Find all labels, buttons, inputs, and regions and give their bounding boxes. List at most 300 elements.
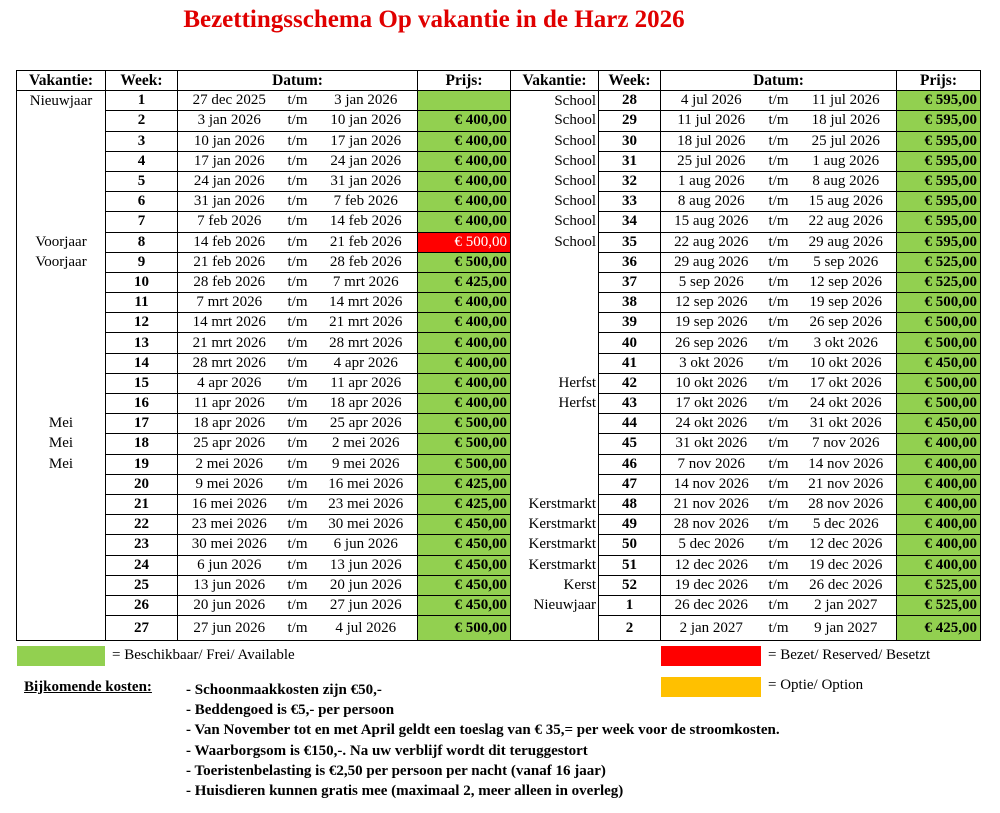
week-cell: 48 [599, 494, 661, 514]
date-cell [661, 555, 897, 575]
date-to: 17 jan 2026 [330, 132, 402, 149]
date-from: 28 nov 2026 [673, 516, 749, 533]
date-cell [178, 151, 418, 171]
date-cell [661, 515, 897, 535]
price-cell: € 525,00 [897, 595, 981, 615]
date-from: 14 nov 2026 [673, 475, 749, 492]
date-from: 27 jun 2026 [193, 619, 266, 636]
vakantie-cell-right [511, 313, 599, 333]
vakantie-cell [17, 535, 106, 555]
date-from: 14 feb 2026 [193, 233, 266, 250]
week-cell: 35 [599, 232, 661, 252]
table-row [17, 212, 981, 232]
date-from: 12 dec 2026 [674, 556, 748, 573]
table-row [17, 252, 981, 272]
price-cell: € 400,00 [418, 151, 511, 171]
date-from: 22 aug 2026 [674, 233, 749, 250]
week-cell: 1 [599, 595, 661, 615]
vakantie-cell: Voorjaar [17, 252, 106, 272]
price-cell: € 595,00 [897, 91, 981, 111]
date-to: 5 dec 2026 [812, 516, 879, 533]
date-to: 2 jan 2027 [814, 596, 878, 613]
vakantie-cell [17, 595, 106, 615]
vakantie-cell [17, 192, 106, 212]
table-row [17, 272, 981, 292]
week-cell: 16 [106, 394, 178, 414]
date-cell [178, 333, 418, 353]
date-cell [178, 293, 418, 313]
date-separator: t/m [287, 152, 308, 169]
date-separator: t/m [287, 273, 308, 290]
date-cell [661, 212, 897, 232]
price-cell: € 500,00 [418, 434, 511, 454]
date-from: 14 mrt 2026 [192, 314, 266, 331]
date-separator: t/m [768, 334, 789, 351]
date-separator: t/m [287, 496, 308, 513]
price-cell: € 450,00 [418, 575, 511, 595]
date-separator: t/m [768, 435, 789, 452]
date-from: 29 aug 2026 [674, 253, 749, 270]
date-cell [178, 212, 418, 232]
date-cell [178, 111, 418, 131]
date-cell [178, 171, 418, 191]
legend-available-label: = Beschikbaar/ Frei/ Available [112, 647, 295, 663]
date-separator: t/m [287, 193, 308, 210]
vakantie-cell: Mei [17, 434, 106, 454]
date-to: 3 okt 2026 [813, 334, 878, 351]
price-cell: € 425,00 [897, 616, 981, 641]
price-cell: € 400,00 [418, 192, 511, 212]
week-cell: 47 [599, 474, 661, 494]
week-cell: 30 [599, 131, 661, 151]
date-cell [661, 373, 897, 393]
date-separator: t/m [768, 193, 789, 210]
week-cell: 42 [599, 373, 661, 393]
date-to: 28 feb 2026 [329, 253, 402, 270]
date-from: 18 apr 2026 [193, 415, 266, 432]
date-to: 21 mrt 2026 [329, 314, 403, 331]
date-separator: t/m [287, 556, 308, 573]
date-separator: t/m [287, 455, 308, 472]
date-from: 7 mrt 2026 [196, 294, 263, 311]
date-to: 26 sep 2026 [809, 314, 882, 331]
week-cell: 20 [106, 474, 178, 494]
date-cell [178, 353, 418, 373]
table-row [17, 394, 981, 414]
price-cell: € 400,00 [418, 394, 511, 414]
vakantie-cell [17, 394, 106, 414]
price-cell: € 595,00 [897, 151, 981, 171]
week-cell: 15 [106, 373, 178, 393]
date-to: 20 jun 2026 [329, 576, 402, 593]
week-cell: 4 [106, 151, 178, 171]
week-cell: 2 [599, 616, 661, 641]
date-from: 20 jun 2026 [193, 596, 266, 613]
vakantie-cell-right [511, 333, 599, 353]
price-cell: € 450,00 [418, 555, 511, 575]
extra-costs-list [186, 680, 780, 801]
week-cell: 12 [106, 313, 178, 333]
week-cell: 10 [106, 272, 178, 292]
date-to: 31 jan 2026 [330, 173, 402, 190]
week-cell: 34 [599, 212, 661, 232]
date-to: 13 jun 2026 [329, 556, 402, 573]
vakantie-cell-right: School [511, 171, 599, 191]
price-cell: € 500,00 [418, 454, 511, 474]
vakantie-cell [17, 575, 106, 595]
vakantie-cell-right: School [511, 91, 599, 111]
date-separator: t/m [287, 92, 308, 109]
date-to: 16 mei 2026 [328, 475, 404, 492]
date-cell [178, 232, 418, 252]
vakantie-cell [17, 131, 106, 151]
date-separator: t/m [287, 576, 308, 593]
table-row [17, 515, 981, 535]
week-cell: 19 [106, 454, 178, 474]
date-cell [661, 91, 897, 111]
date-separator: t/m [287, 395, 308, 412]
table-row [17, 333, 981, 353]
date-cell [661, 171, 897, 191]
price-cell: € 400,00 [418, 171, 511, 191]
price-cell: € 595,00 [897, 212, 981, 232]
week-cell: 45 [599, 434, 661, 454]
date-from: 3 jan 2026 [197, 112, 261, 129]
header-prijs-right: Prijs: [897, 71, 981, 91]
date-from: 17 jan 2026 [193, 152, 265, 169]
date-cell [661, 474, 897, 494]
week-cell: 37 [599, 272, 661, 292]
vakantie-cell [17, 515, 106, 535]
price-cell: € 500,00 [418, 616, 511, 641]
week-cell: 44 [599, 414, 661, 434]
date-to: 14 mrt 2026 [329, 294, 403, 311]
date-to: 14 feb 2026 [329, 213, 402, 230]
week-cell: 5 [106, 171, 178, 191]
date-to: 12 dec 2026 [809, 536, 883, 553]
date-from: 10 jan 2026 [193, 132, 265, 149]
price-cell: € 400,00 [418, 313, 511, 333]
price-cell: € 595,00 [897, 111, 981, 131]
price-cell: € 425,00 [418, 272, 511, 292]
vakantie-cell-right: Nieuwjaar [511, 595, 599, 615]
vakantie-cell: Nieuwjaar [17, 91, 106, 111]
date-from: 25 jul 2026 [677, 152, 746, 169]
vakantie-cell [17, 111, 106, 131]
date-cell [178, 91, 418, 111]
date-to: 9 mei 2026 [332, 455, 400, 472]
date-to: 14 nov 2026 [808, 455, 884, 472]
vakantie-cell-right: Kerstmarkt [511, 515, 599, 535]
date-from: 31 jan 2026 [193, 193, 265, 210]
extra-costs-label: Bijkomende kosten: [24, 679, 152, 695]
date-cell [178, 555, 418, 575]
date-to: 22 aug 2026 [808, 213, 883, 230]
vakantie-cell-right [511, 414, 599, 434]
week-cell: 49 [599, 515, 661, 535]
date-separator: t/m [768, 273, 789, 290]
table-row [17, 414, 981, 434]
week-cell: 52 [599, 575, 661, 595]
week-cell: 14 [106, 353, 178, 373]
date-cell [178, 474, 418, 494]
table-row [17, 111, 981, 131]
date-to: 4 apr 2026 [333, 354, 398, 371]
date-separator: t/m [768, 576, 789, 593]
date-separator: t/m [287, 475, 308, 492]
date-from: 9 mei 2026 [195, 475, 263, 492]
date-from: 8 aug 2026 [677, 193, 745, 210]
price-cell: € 500,00 [897, 373, 981, 393]
date-to: 11 apr 2026 [330, 374, 402, 391]
date-separator: t/m [768, 233, 789, 250]
vakantie-cell [17, 171, 106, 191]
date-from: 12 sep 2026 [675, 294, 748, 311]
table-row [17, 575, 981, 595]
legend-available-swatch [17, 646, 105, 666]
date-cell [661, 394, 897, 414]
week-cell: 6 [106, 192, 178, 212]
date-to: 28 mrt 2026 [329, 334, 403, 351]
date-cell [178, 394, 418, 414]
date-from: 4 apr 2026 [197, 374, 262, 391]
vakantie-cell-right: School [511, 192, 599, 212]
price-cell: € 525,00 [897, 252, 981, 272]
date-from: 7 feb 2026 [197, 213, 262, 230]
week-cell: 27 [106, 616, 178, 641]
header-vakantie-right: Vakantie: [511, 71, 599, 91]
date-cell [178, 252, 418, 272]
vakantie-cell [17, 373, 106, 393]
date-cell [661, 151, 897, 171]
vakantie-cell-right [511, 616, 599, 641]
date-from: 26 sep 2026 [675, 334, 748, 351]
week-cell: 24 [106, 555, 178, 575]
week-cell: 38 [599, 293, 661, 313]
date-to: 21 nov 2026 [808, 475, 884, 492]
table-row [17, 353, 981, 373]
date-from: 30 mei 2026 [191, 536, 267, 553]
week-cell: 39 [599, 313, 661, 333]
date-cell [661, 313, 897, 333]
header-row [17, 71, 981, 91]
vakantie-cell-right: School [511, 232, 599, 252]
date-to: 18 apr 2026 [329, 395, 402, 412]
date-to: 23 mei 2026 [328, 496, 404, 513]
price-cell: € 400,00 [897, 454, 981, 474]
page-title: Bezettingsschema Op vakantie in de Harz 2026 [183, 6, 685, 33]
price-cell: € 525,00 [897, 272, 981, 292]
price-cell: € 400,00 [897, 535, 981, 555]
date-separator: t/m [768, 475, 789, 492]
date-separator: t/m [287, 112, 308, 129]
date-to: 29 aug 2026 [808, 233, 883, 250]
date-from: 1 aug 2026 [677, 173, 745, 190]
date-from: 6 jun 2026 [197, 556, 262, 573]
date-separator: t/m [768, 496, 789, 513]
date-separator: t/m [768, 132, 789, 149]
price-cell: € 500,00 [418, 232, 511, 252]
price-cell: € 400,00 [418, 111, 511, 131]
vakantie-cell [17, 151, 106, 171]
date-separator: t/m [287, 619, 308, 636]
extra-cost-item: - Toeristenbelasting is €2,50 per persoon per nacht (vanaf 16 jaar) [186, 762, 606, 779]
date-to: 10 jan 2026 [330, 112, 402, 129]
date-separator: t/m [287, 374, 308, 391]
vakantie-cell-right [511, 272, 599, 292]
price-cell: € 595,00 [897, 232, 981, 252]
week-cell: 23 [106, 535, 178, 555]
date-from: 11 apr 2026 [193, 395, 265, 412]
date-separator: t/m [768, 213, 789, 230]
date-cell [661, 494, 897, 514]
vakantie-cell [17, 353, 106, 373]
vakantie-cell [17, 494, 106, 514]
date-separator: t/m [287, 253, 308, 270]
table-row [17, 131, 981, 151]
table-row [17, 151, 981, 171]
date-from: 19 dec 2026 [674, 576, 748, 593]
header-week: Week: [106, 71, 178, 91]
date-from: 10 okt 2026 [675, 374, 748, 391]
date-from: 2 jan 2027 [679, 619, 743, 636]
date-from: 21 mrt 2026 [192, 334, 266, 351]
price-cell: € 500,00 [897, 313, 981, 333]
date-to: 19 sep 2026 [809, 294, 882, 311]
date-to: 7 feb 2026 [333, 193, 398, 210]
date-separator: t/m [287, 334, 308, 351]
date-cell [178, 131, 418, 151]
date-cell [661, 616, 897, 641]
vakantie-cell [17, 272, 106, 292]
date-to: 21 feb 2026 [329, 233, 402, 250]
date-separator: t/m [768, 354, 789, 371]
price-cell: € 595,00 [897, 131, 981, 151]
date-to: 27 jun 2026 [329, 596, 402, 613]
date-cell [178, 414, 418, 434]
date-to: 25 apr 2026 [329, 415, 402, 432]
header-datum: Datum: [178, 71, 418, 91]
table-row [17, 494, 981, 514]
date-to: 18 jul 2026 [811, 112, 880, 129]
date-to: 25 jul 2026 [811, 132, 880, 149]
vakantie-cell-right [511, 454, 599, 474]
date-separator: t/m [768, 536, 789, 553]
extra-cost-item: - Huisdieren kunnen gratis mee (maximaal 2, meer alleen in overleg) [186, 782, 624, 799]
week-cell: 2 [106, 111, 178, 131]
date-separator: t/m [768, 455, 789, 472]
date-to: 7 mrt 2026 [332, 273, 399, 290]
price-cell: € 500,00 [897, 333, 981, 353]
vakantie-cell [17, 474, 106, 494]
table-row [17, 192, 981, 212]
vakantie-cell: Mei [17, 414, 106, 434]
date-from: 3 okt 2026 [679, 354, 744, 371]
price-cell: € 400,00 [418, 212, 511, 232]
date-separator: t/m [768, 173, 789, 190]
vakantie-cell-right: Herfst [511, 373, 599, 393]
date-cell [178, 192, 418, 212]
date-cell [661, 575, 897, 595]
date-from: 27 dec 2025 [192, 92, 266, 109]
date-separator: t/m [768, 314, 789, 331]
date-separator: t/m [768, 152, 789, 169]
week-cell: 29 [599, 111, 661, 131]
extra-cost-item: - Van November tot en met April geldt een toeslag van € 35,= per week voor de stroomkosten. [186, 722, 780, 739]
price-cell: € 500,00 [897, 293, 981, 313]
date-cell [661, 293, 897, 313]
vakantie-cell-right [511, 474, 599, 494]
date-from: 23 mei 2026 [191, 516, 267, 533]
date-from: 4 jul 2026 [680, 92, 742, 109]
date-separator: t/m [287, 213, 308, 230]
date-to: 31 okt 2026 [809, 415, 882, 432]
date-separator: t/m [287, 435, 308, 452]
week-cell: 36 [599, 252, 661, 272]
price-cell: € 400,00 [897, 434, 981, 454]
legend-option-label: = Optie/ Option [768, 677, 864, 693]
date-to: 1 aug 2026 [812, 152, 880, 169]
date-separator: t/m [287, 233, 308, 250]
week-cell: 22 [106, 515, 178, 535]
vakantie-cell [17, 212, 106, 232]
date-to: 24 jan 2026 [330, 152, 402, 169]
date-from: 28 mrt 2026 [192, 354, 266, 371]
date-from: 15 aug 2026 [674, 213, 749, 230]
week-cell: 7 [106, 212, 178, 232]
week-cell: 21 [106, 494, 178, 514]
date-separator: t/m [768, 516, 789, 533]
date-from: 26 dec 2026 [674, 596, 748, 613]
price-cell: € 425,00 [418, 494, 511, 514]
date-separator: t/m [768, 395, 789, 412]
date-to: 3 jan 2026 [334, 92, 398, 109]
legend-reserved-swatch [661, 646, 761, 666]
date-to: 2 mei 2026 [332, 435, 400, 452]
price-cell: € 450,00 [418, 595, 511, 615]
table-row [17, 232, 981, 252]
date-separator: t/m [287, 132, 308, 149]
price-cell: € 595,00 [897, 192, 981, 212]
week-cell: 50 [599, 535, 661, 555]
date-from: 17 okt 2026 [675, 395, 748, 412]
date-cell [661, 232, 897, 252]
date-separator: t/m [768, 415, 789, 432]
date-to: 10 okt 2026 [809, 354, 882, 371]
vakantie-cell [17, 555, 106, 575]
vakantie-cell-right [511, 434, 599, 454]
date-separator: t/m [768, 596, 789, 613]
vakantie-cell-right: Herfst [511, 394, 599, 414]
date-cell [661, 192, 897, 212]
date-from: 11 jul 2026 [677, 112, 746, 129]
week-cell: 11 [106, 293, 178, 313]
vakantie-cell-right: Kerstmarkt [511, 555, 599, 575]
date-cell [661, 111, 897, 131]
vakantie-cell: Mei [17, 454, 106, 474]
vakantie-cell: Voorjaar [17, 232, 106, 252]
week-cell: 41 [599, 353, 661, 373]
date-cell [178, 373, 418, 393]
vakantie-cell-right: School [511, 212, 599, 232]
price-cell [418, 91, 511, 111]
date-separator: t/m [768, 619, 789, 636]
date-cell [178, 535, 418, 555]
table-row [17, 434, 981, 454]
date-separator: t/m [768, 294, 789, 311]
price-cell: € 400,00 [897, 494, 981, 514]
vakantie-cell [17, 616, 106, 641]
